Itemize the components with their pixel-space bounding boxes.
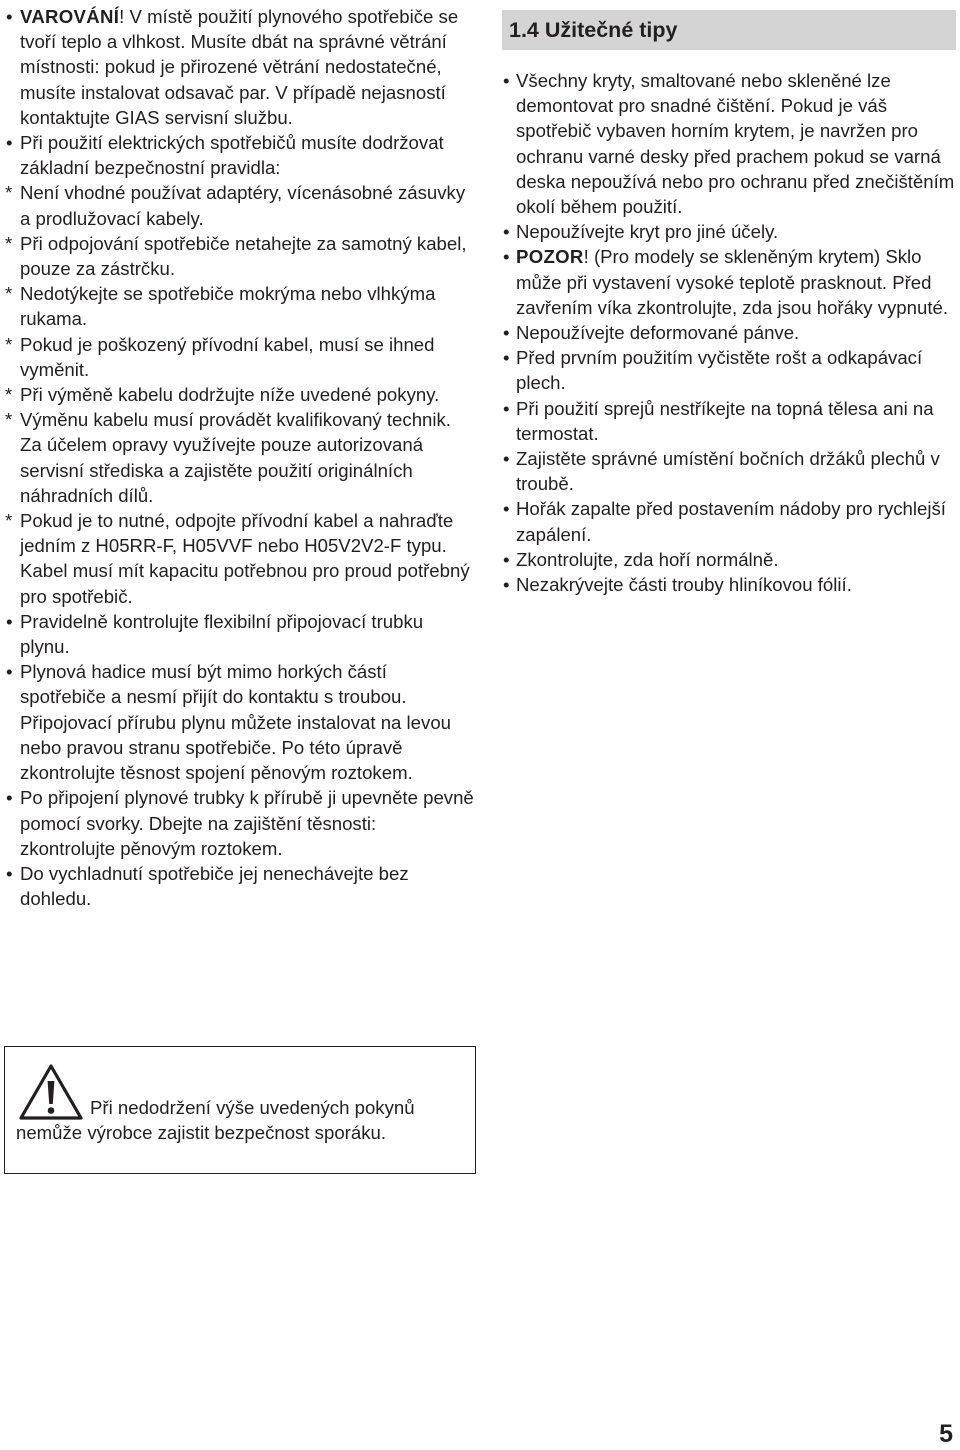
tips-list xyxy=(502,68,956,244)
bullet-marker: • xyxy=(503,70,510,91)
bullet-marker: • xyxy=(503,574,510,596)
star-item xyxy=(6,180,476,230)
caution-label: POZOR xyxy=(516,246,584,268)
tip-item xyxy=(502,572,956,597)
tip-item xyxy=(502,219,956,244)
star-item-text: Při odpojování spotřebiče netahejte za samotný kabel, pouze za zástrčku. xyxy=(20,232,467,280)
star-item xyxy=(6,407,476,508)
warning-paragraph xyxy=(6,4,476,130)
tip-item-text: Hořák zapalte před postavením nádoby pro rychlejší zapálení. xyxy=(516,498,946,545)
tip-item xyxy=(502,547,956,572)
star-item xyxy=(6,231,476,281)
star-item-text: Při výměně kabelu dodržujte níže uvedené pokyny. xyxy=(20,384,440,406)
list-item xyxy=(6,609,476,659)
tip-item xyxy=(502,345,956,395)
caution-tip xyxy=(502,244,956,320)
notice-text: Při nedodržení výše uvedených pokynů nemůže výrobce zajistit bezpečnost sporáku. xyxy=(16,1097,415,1144)
star-item-text: Není vhodné používat adaptéry, vícenásobné zásuvky a prodlužovací kabely. xyxy=(20,182,466,229)
bullet-marker: • xyxy=(503,246,510,268)
tip-item-text: Před prvním použitím vyčistěte rošt a odkapávací plech. xyxy=(516,347,923,394)
warning-text: ! V místě použití plynového spotřebiče se tvoří teplo a vlhkost. Musíte dbát na správné větrání místnosti: pokud je přirozené větrání nedostatečné, musíte instalovat odsavač par. V případě nejasností kontaktujte GIAS servisní službu. xyxy=(20,6,459,128)
bullet-marker: • xyxy=(503,322,510,344)
notice-text-block xyxy=(16,1095,466,1145)
electrical-intro-text: Při použití elektrických spotřebičů musíte dodržovat základní bezpečnostní pravidla: xyxy=(20,132,444,179)
star-item-text: Nedotýkejte se spotřebiče mokrýma nebo vlhkýma rukama. xyxy=(20,283,436,330)
list-item-text: Plynová hadice musí být mimo horkých částí spotřebiče a nesmí přijít do kontaktu s troubou. Připojovací přírubu plynu můžete instalovat na levou nebo pravou stranu spotřebiče. Po této úpravě zkontrolujte těsnost spojení pěnovým roztokem. xyxy=(20,661,451,784)
bullet-marker: • xyxy=(6,132,13,154)
right-column xyxy=(502,10,956,597)
tip-item-text: Zajistěte správné umístění bočních držáků plechů v troubě. xyxy=(516,448,940,495)
bullet-marker: • xyxy=(6,787,13,809)
star-marker: * xyxy=(5,510,13,532)
star-item xyxy=(6,332,476,382)
caution-text: ! (Pro modely se skleněným krytem) Sklo může při vystavení vysoké teplotě prasknout. Před zavřením víka zkontrolujte, zda jsou hořáky vypnuté. xyxy=(516,246,948,318)
bullet-marker: • xyxy=(503,347,510,369)
star-item-text: Pokud je poškozený přívodní kabel, musí se ihned vyměnit. xyxy=(20,333,435,380)
star-marker: * xyxy=(5,283,13,305)
bullet-marker: • xyxy=(6,610,13,632)
bullet-marker: • xyxy=(503,221,510,243)
star-marker: * xyxy=(5,232,13,254)
tip-item xyxy=(502,446,956,496)
tip-item xyxy=(502,68,956,219)
tip-item xyxy=(502,396,956,446)
tip-item-text: Nepoužívejte deformované pánve. xyxy=(516,322,800,344)
bullet-marker: • xyxy=(6,862,13,884)
list-item-text: Pravidelně kontrolujte flexibilní připojovací trubku plynu. xyxy=(20,610,424,658)
page-number: 5 xyxy=(939,1420,953,1448)
list-item xyxy=(6,785,476,861)
tip-item xyxy=(502,320,956,345)
star-marker: * xyxy=(5,182,13,204)
list-item-text: Po připojení plynové trubky k přírubě ji upevněte pevně pomocí svorky. Dbejte na zajištění těsnosti: zkontrolujte pěnovým roztokem. xyxy=(20,787,474,859)
list-item xyxy=(6,659,476,785)
star-marker: * xyxy=(5,384,13,406)
tip-item-text: Všechny kryty, smaltované nebo skleněné lze demontovat pro snadné čištění. Pokud je váš spotřebič vybaven horním krytem, je navržen pro ochranu varné desky před prachem pokud se varná deska nepoužívá nebo pro ochranu před znečištěním okolí během použití. xyxy=(516,70,955,218)
bullet-marker: • xyxy=(6,661,13,683)
list-item xyxy=(6,861,476,911)
star-item xyxy=(6,281,476,331)
bullet-marker: • xyxy=(503,397,510,419)
tip-item-text: Zkontrolujte, zda hoří normálně. xyxy=(516,548,779,570)
star-marker: * xyxy=(5,409,13,431)
star-marker: * xyxy=(5,333,13,355)
tips-list xyxy=(502,320,956,597)
safety-notice-box xyxy=(4,1046,476,1174)
warning-label: VAROVÁNÍ xyxy=(20,6,120,27)
tip-item-text: Nezakrývejte části trouby hliníkovou fólií. xyxy=(516,574,852,596)
tip-item-text: Při použití sprejů nestříkejte na topná tělesa ani na termostat. xyxy=(516,397,934,444)
list-item-text: Do vychladnutí spotřebiče jej nenechávejte bez dohledu. xyxy=(20,862,409,910)
tip-item xyxy=(502,496,956,546)
star-item-text: Pokud je to nutné, odpojte přívodní kabel a nahraďte jedním z H05RR-F, H05VVF nebo H05V2V2-F typu. Kabel musí mít kapacitu potřebnou pro proud potřebný pro spotřebič. xyxy=(20,510,470,607)
section-header: 1.4 Užitečné tipy xyxy=(502,10,956,50)
star-item xyxy=(6,508,476,609)
electrical-intro xyxy=(6,130,476,180)
star-item xyxy=(6,382,476,407)
star-item-text: Výměnu kabelu musí provádět kvalifikovaný technik. Za účelem opravy využívejte pouze autorizovaná servisní střediska a zajistěte použití originálních náhradních dílů. xyxy=(20,409,451,506)
tip-item-text: Nepoužívejte kryt pro jiné účely. xyxy=(516,221,779,243)
star-list xyxy=(6,180,476,608)
bullet-marker: • xyxy=(503,498,510,520)
left-column xyxy=(6,4,476,911)
bullet-list xyxy=(6,609,476,911)
bullet-marker: • xyxy=(503,448,510,470)
bullet-marker: • xyxy=(503,548,510,570)
bullet-marker: • xyxy=(6,6,13,27)
